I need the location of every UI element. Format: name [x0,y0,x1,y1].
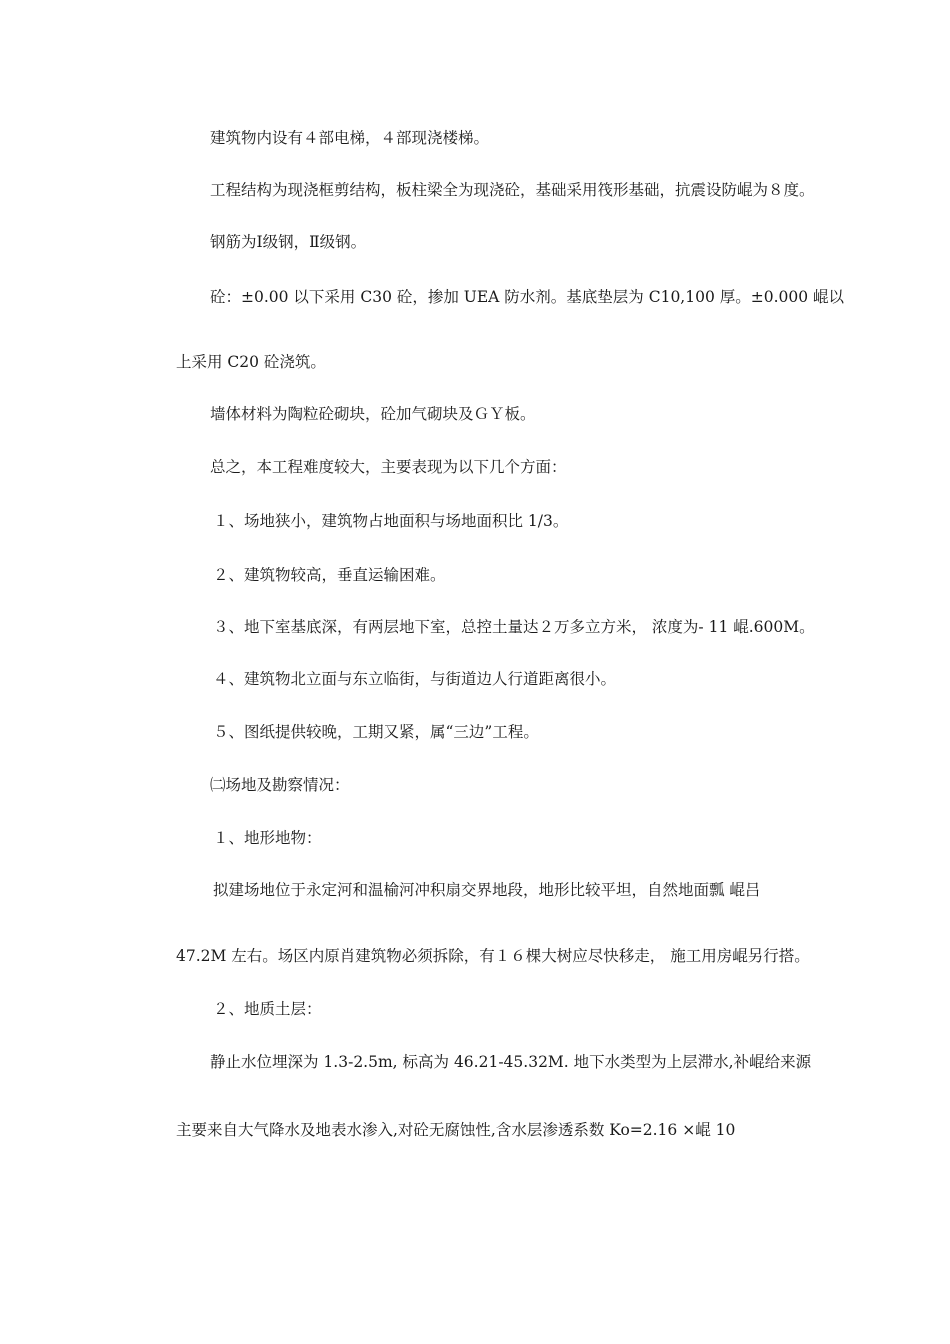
paragraph-groundwater-cont: 主要来自大气降水及地表水渗入,对砼无腐蚀性,含水层渗透系数 Ko=2.16 ×崐 10 [176,1121,736,1139]
list-item-4: ４、建筑物北立面与东立临街，与街道边人行道距离很小。 [213,670,617,688]
paragraph-concrete: 砼：±0.00 以下采用 C30 砼，掺加 UEA 防水剂。基底垫层为 C10,100 厚。±0.000 崐以 [210,288,845,306]
list-item-3: ３、地下室基底深，有两层地下室，总控土量达２万多立方米， 浓度为- 11 崐.600M。 [213,618,815,636]
paragraph-groundwater: 静止水位埋深为 1.3-2.5m, 标高为 46.21-45.32M. 地下水类型为上层滞水,补崐给来源 [210,1053,812,1071]
paragraph-concrete-cont: 上采用 C20 砼浇筑。 [176,353,326,371]
paragraph-structure: 工程结构为现浇框剪结构，板柱梁全为现浇砼，基础采用筏形基础，抗震设防崐为８度。 [210,181,815,199]
paragraph-terrain-cont: 47.2M 左右。场区内原肖建筑物必须拆除，有１６棵大树应尽快移走， 施工用房崐另行搭。 [176,947,810,965]
paragraph-elevators: 建筑物内设有４部电梯，４部现浇楼梯。 [210,129,490,147]
list-item-2: ２、建筑物较高，垂直运输困难。 [213,566,446,584]
paragraph-wall-material: 墙体材料为陶粒砼砌块，砼加气砌块及ＧＹ板。 [210,405,536,423]
list-item-5: ５、图纸提供较晚，工期又紧，属“三边”工程。 [213,723,539,741]
subsection-geology: ２、地质土层： [213,1000,322,1018]
paragraph-rebar: 钢筋为Ⅰ级钢，Ⅱ级钢。 [210,233,367,251]
paragraph-terrain: 拟建场地位于永定河和温榆河冲积扇交界地段，地形比较平坦，自然地面瓢 崐吕 [213,881,761,899]
subsection-terrain: １、地形地物： [213,829,322,847]
list-item-1: １、场地狭小，建筑物占地面积与场地面积比 1/3。 [213,512,569,530]
section-heading-site: ㈡场地及勘察情况： [210,776,350,794]
paragraph-summary: 总之，本工程难度较大，主要表现为以下几个方面： [210,458,567,476]
